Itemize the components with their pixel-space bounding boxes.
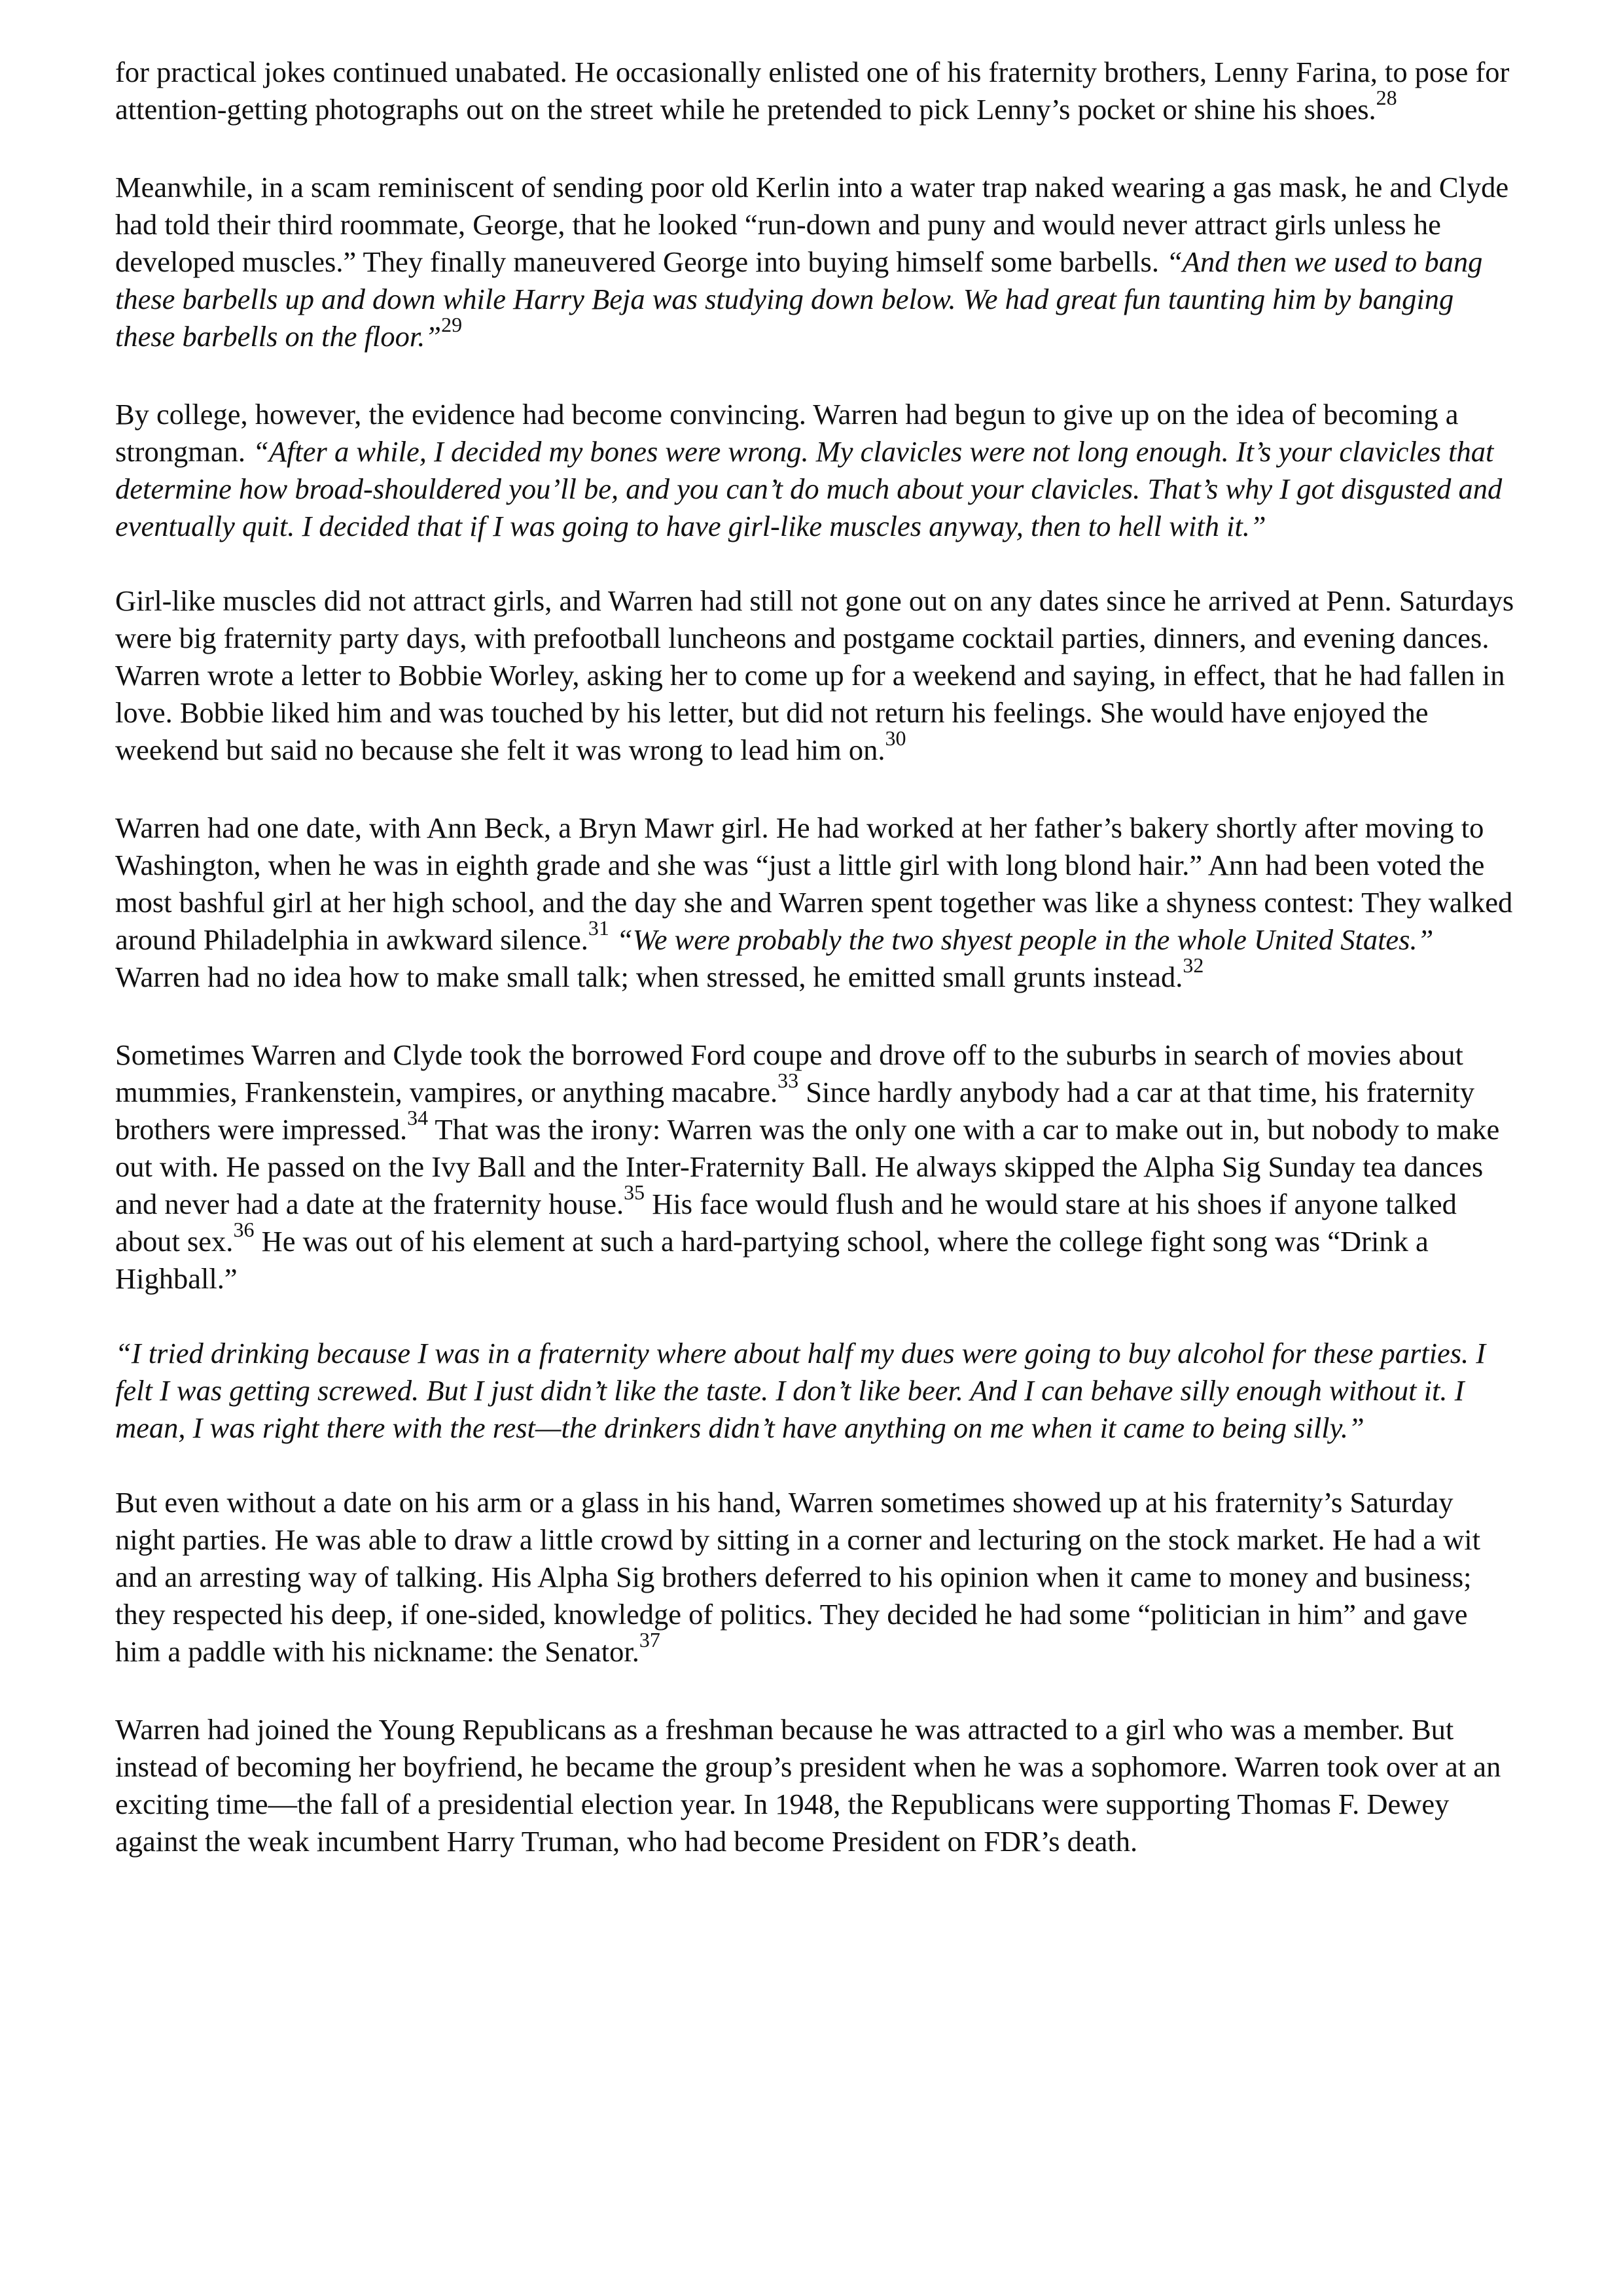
footnote-ref: 33 [777, 1069, 799, 1093]
text-run: Girl-like muscles did not attract girls, and Warren had still not gone out on any dates since he arrived at Penn. Saturdays were big fraternity party days, with prefootball luncheons and postgame cocktail parties, dinners, and evening dances. Warren wrote a letter to Bobbie Worley, asking her to come up for a weekend and saying, in effect, that he had fallen in love. Bobbie liked him and was touched by his letter, but did not return his feelings. She would have enjoyed the weekend but said no because she felt it was wrong to lead him on. [115, 584, 1514, 766]
paragraph-3 [115, 396, 1516, 545]
italic-quote: “And then we used to bang these barbells up and down while Harry Beja was studying down below. We had great fun taunting him by banging these barbells on the floor.” [115, 245, 1483, 353]
text-run: Warren had one date, with Ann Beck, a Bryn Mawr girl. He had worked at her father’s bakery shortly after moving to Washington, when he was in eighth grade and she was “just a little girl with long blond hair.” Ann had been voted the most bashful girl at her high school, and the day she and Warren spent together was like a shyness contest: They walked around Philadelphia in awkward silence. [115, 811, 1513, 956]
paragraph-8 [115, 1484, 1516, 1670]
footnote-ref: 29 [441, 313, 463, 337]
italic-quote: “After a while, I decided my bones were wrong. My clavicles were not long enough. It’s your clavicles that determine how broad-shouldered you’ll be, and you can’t do much about your clavicles. That’s why I got disgusted and eventually quit. I decided that if I was going to have girl-like muscles anyway, then to hell with it.” [115, 435, 1503, 542]
document-page [115, 54, 1516, 1898]
footnote-ref: 30 [885, 726, 906, 751]
italic-quote: “I tried drinking because I was in a fraternity where about half my dues were going to buy alcohol for these parties. I felt I was getting screwed. But I just didn’t like the taste. I don’t like beer. And I can behave silly enough without it. I mean, I was right there with the rest—the drinkers didn’t have anything on me when it came to being silly.” [115, 1337, 1486, 1444]
text-run: But even without a date on his arm or a glass in his hand, Warren sometimes showed up at his fraternity’s Saturday night parties. He was able to draw a little crowd by sitting in a corner and lecturing on the stock market. He had a wit and an arresting way of talking. His Alpha Sig brothers deferred to his opinion when it came to money and business; they respected his deep, if one-sided, knowledge of politics. They decided he had some “politician in him” and gave him a paddle with his nickname: the Senator. [115, 1486, 1480, 1668]
paragraph-6 [115, 1036, 1516, 1298]
text-run: Meanwhile, in a scam reminiscent of sending poor old Kerlin into a water trap naked wearing a gas mask, he and Clyde had told their third roommate, George, that he looked “run-down and puny and would never attract girls unless he developed muscles.” They finally maneuvered George into buying himself some barbells. [115, 171, 1509, 278]
text-run [609, 923, 616, 956]
text-run: Since hardly anybody had a car at that time, his fraternity brothers were impressed. [115, 1076, 1475, 1146]
footnote-ref: 36 [233, 1218, 255, 1242]
paragraph-7 [115, 1335, 1516, 1447]
paragraph-4 [115, 582, 1516, 769]
paragraph-9 [115, 1711, 1516, 1860]
text-run: for practical jokes continued unabated. He occasionally enlisted one of his fraternity brothers, Lenny Farina, to pose for attention-getting photographs out on the street while he pretended to pick Lenny’s pocket or shine his shoes. [115, 56, 1510, 126]
text-run: By college, however, the evidence had become convincing. Warren had begun to give up on the idea of becoming a strongman. [115, 398, 1459, 468]
footnote-ref: 28 [1376, 86, 1397, 110]
footnote-ref: 37 [639, 1628, 660, 1652]
text-run: Sometimes Warren and Clyde took the borrowed Ford coupe and drove off to the suburbs in search of movies about mummies, Frankenstein, vampires, or anything macabre. [115, 1038, 1463, 1108]
paragraph-2 [115, 169, 1516, 355]
text-run: He was out of his element at such a hard-partying school, where the college fight song was “Drink a Highball.” [115, 1225, 1429, 1295]
paragraph-1 [115, 54, 1516, 128]
footnote-ref: 32 [1183, 953, 1204, 978]
footnote-ref: 35 [624, 1180, 645, 1205]
italic-quote: “We were probably the two shyest people in the whole United States.” [616, 923, 1434, 956]
text-run: Warren had joined the Young Republicans as a freshman because he was attracted to a girl who was a member. But instead of becoming her boyfriend, he became the group’s president when he was a sophomore. Warren took over at an exciting time—the fall of a presidential election year. In 1948, the Republicans were supporting Thomas F. Dewey against the weak incumbent Harry Truman, who had become President on FDR’s death. [115, 1713, 1501, 1858]
text-run: Warren had no idea how to make small talk; when stressed, he emitted small grunts instead. [115, 961, 1183, 993]
paragraph-5 [115, 809, 1516, 996]
text-run: His face would flush and he would stare at his shoes if anyone talked about sex. [115, 1188, 1457, 1258]
footnote-ref: 31 [588, 916, 609, 940]
text-run: That was the irony: Warren was the only one with a car to make out in, but nobody to make out with. He passed on the Ivy Ball and the Inter-Fraternity Ball. He always skipped the Alpha Sig Sunday tea dances and never had a date at the fraternity house. [115, 1113, 1500, 1220]
footnote-ref: 34 [407, 1106, 429, 1130]
